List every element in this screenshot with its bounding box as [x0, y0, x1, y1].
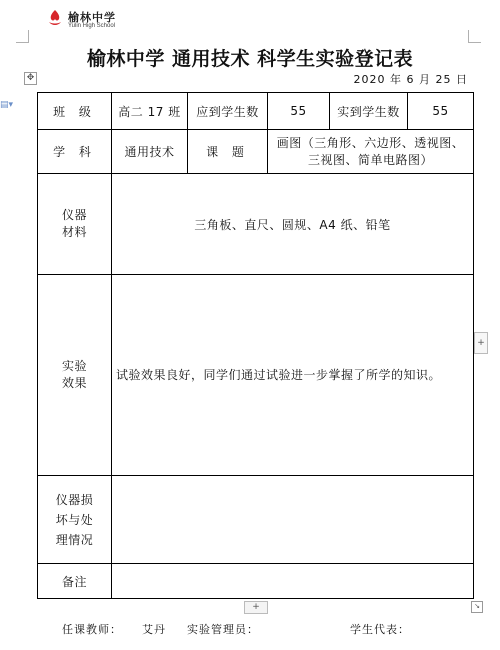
table-row: [38, 130, 474, 174]
damage-value[interactable]: [112, 476, 474, 564]
add-column-icon[interactable]: +: [474, 332, 488, 354]
materials-value[interactable]: 三角板、直尺、圆规、A4 纸、铅笔: [112, 174, 474, 275]
materials-label: 仪器材料: [38, 174, 112, 275]
class-value[interactable]: 高二 17 班: [112, 93, 188, 130]
expected-students-label: 应到学生数: [188, 93, 268, 130]
table-row: [38, 93, 474, 130]
actual-students-label: 实到学生数: [330, 93, 408, 130]
document-title: 榆林中学 通用技术 科学生实验登记表: [86, 48, 414, 70]
school-logo: [46, 9, 136, 35]
topic-value[interactable]: 画图（三角形、六边形、透视图、三视图、简单电路图）: [268, 130, 474, 174]
expected-students-value[interactable]: 55: [268, 93, 330, 130]
teacher-label: 任课教师：: [62, 623, 122, 636]
effect-label: 实验效果: [38, 275, 112, 476]
table-row: [38, 564, 474, 599]
subject-value[interactable]: 通用技术: [112, 130, 188, 174]
student-rep-label: 学生代表：: [350, 623, 410, 636]
add-row-icon[interactable]: +: [244, 601, 268, 614]
table-row: [38, 476, 474, 564]
paragraph-marker-icon[interactable]: ▤▾: [0, 100, 14, 110]
effect-value[interactable]: 试验效果良好，同学们通过试验进一步掌握了所学的知识。: [112, 275, 474, 476]
topic-label: 课 题: [188, 130, 268, 174]
logo-name: 榆林中学: [68, 11, 116, 24]
table-move-handle-icon[interactable]: ✥: [24, 72, 37, 85]
table-row: [38, 174, 474, 275]
subject-label: 学 科: [38, 130, 112, 174]
remarks-value[interactable]: [112, 564, 474, 599]
actual-students-value[interactable]: 55: [408, 93, 474, 130]
class-label: 班 级: [38, 93, 112, 130]
table-row: [38, 275, 474, 476]
lab-record-table: [37, 92, 474, 599]
remarks-label: 备注: [38, 564, 112, 599]
record-date: 2020 年 6 月 25 日: [353, 73, 468, 86]
logo-subtitle: Yulin High School: [68, 23, 116, 29]
lab-admin-label: 实验管理员：: [187, 623, 259, 636]
crop-mark-top-left: [16, 30, 29, 43]
resize-handle-icon[interactable]: ↘: [471, 601, 483, 613]
school-logo-icon: [46, 9, 64, 29]
crop-mark-top-right: [468, 30, 481, 43]
damage-label: 仪器损坏与处理情况: [38, 476, 112, 564]
teacher-value: 艾丹: [142, 623, 166, 636]
